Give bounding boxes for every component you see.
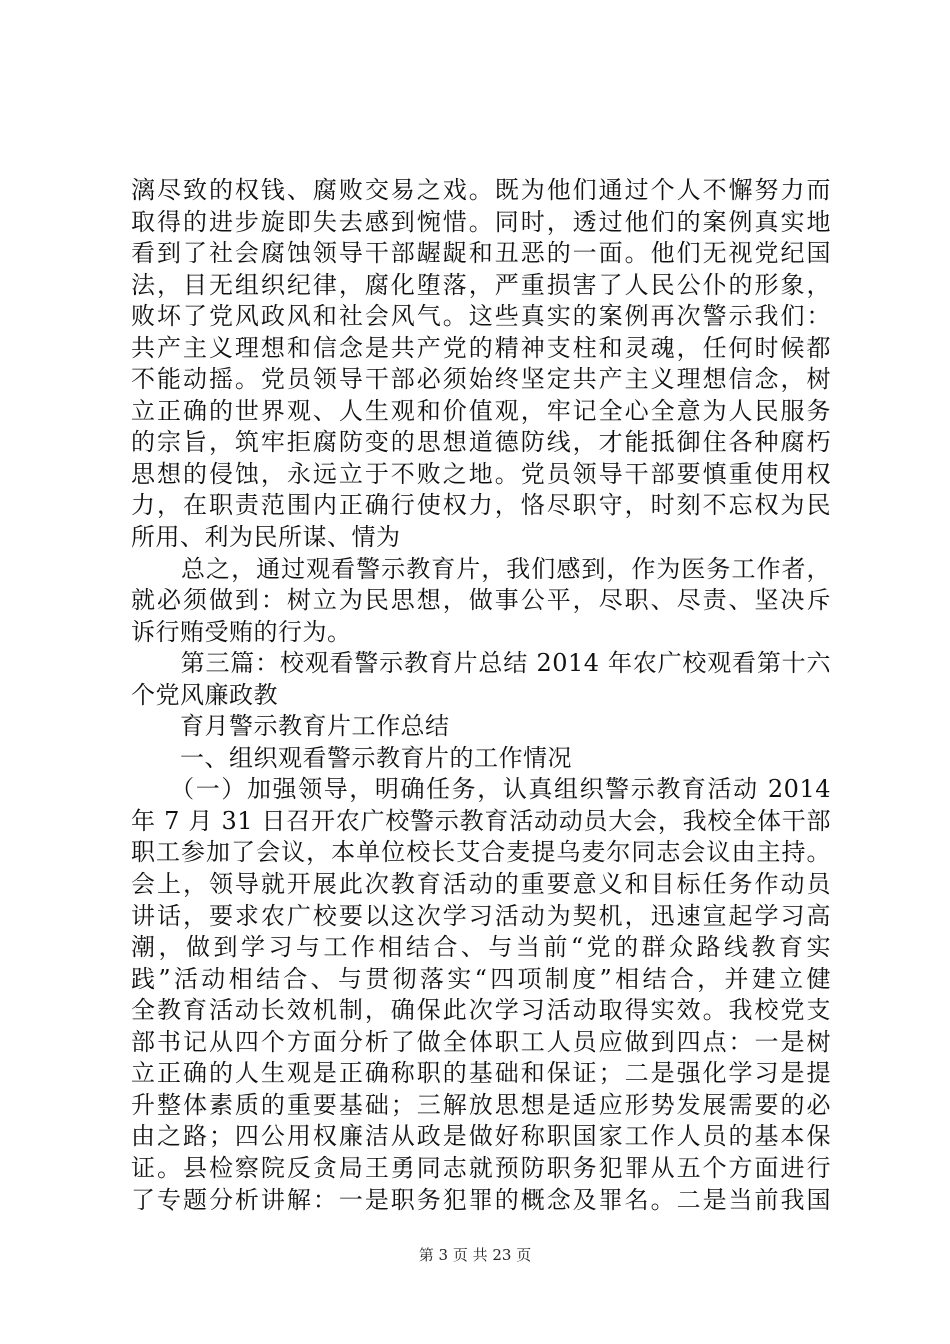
text-line: 了专题分析讲解：一是职务犯罪的概念及罪名。二是当前我国 xyxy=(131,1185,831,1214)
text-line: 由之路；四公用权廉洁从政是做好称职国家工作人员的基本保 xyxy=(131,1122,831,1151)
text-line: 就必须做到：树立为民思想，做事公平，尽职、尽责、坚决斥 xyxy=(131,586,831,615)
text-line: 立正确的世界观、人生观和价值观，牢记全心全意为人民服务 xyxy=(131,396,831,425)
text-line: 部书记从四个方面分析了做全体职工人员应做到四点：一是树 xyxy=(131,1027,831,1056)
text-line: 职工参加了会议，本单位校长艾合麦提乌麦尔同志会议由主持。 xyxy=(131,838,831,867)
text-line: 一、组织观看警示教育片的工作情况 xyxy=(131,743,572,772)
text-line: 年 7 月 31 日召开农广校警示教育活动动员大会，我校全体干部 xyxy=(131,806,831,835)
text-line: 个党风廉政教 xyxy=(131,680,278,709)
text-line: 所用、利为民所谋、情为 xyxy=(131,523,401,552)
text-line: 思想的侵蚀，永远立于不败之地。党员领导干部要慎重使用权 xyxy=(131,459,831,488)
body-text xyxy=(131,175,831,1216)
text-line: 诉行贿受贿的行为。 xyxy=(131,617,352,646)
text-line: 不能动摇。党员领导干部必须始终坚定共产主义理想信念，树 xyxy=(131,365,831,394)
text-line: 会上，领导就开展此次教育活动的重要意义和目标任务作动员 xyxy=(131,870,831,899)
text-line: 漓尽致的权钱、腐败交易之戏。既为他们通过个人不懈努力而 xyxy=(131,176,831,204)
text-line: 第三篇：校观看警示教育片总结 2014 年农广校观看第十六 xyxy=(131,649,831,678)
text-line: 法，目无组织纪律，腐化堕落，严重损害了人民公仆的形象， xyxy=(131,270,831,299)
text-line: 全教育活动长效机制，确保此次学习活动取得实效。我校党支 xyxy=(131,996,831,1025)
text-line: 看到了社会腐蚀领导干部龌龊和丑恶的一面。他们无视党纪国 xyxy=(131,239,831,268)
text-line: 总之，通过观看警示教育片，我们感到，作为医务工作者， xyxy=(131,554,831,583)
text-line: 力，在职责范围内正确行使权力，恪尽职守，时刻不忘权为民 xyxy=(131,491,831,520)
text-line: 讲话，要求农广校要以这次学习活动为契机，迅速宣起学习高 xyxy=(131,901,831,930)
text-line: 的宗旨，筑牢拒腐防变的思想道德防线，才能抵御住各种腐朽 xyxy=(131,428,831,457)
text-line: 潮，做到学习与工作相结合、与当前“党的群众路线教育实 xyxy=(131,933,831,962)
text-line: 共产主义理想和信念是共产党的精神支柱和灵魂，任何时候都 xyxy=(131,333,831,362)
text-line: （一）加强领导，明确任务，认真组织警示教育活动 2014 xyxy=(131,775,831,804)
text-line: 败坏了党风政风和社会风气。这些真实的案例再次警示我们： xyxy=(131,302,831,331)
page-footer: 第 3 页 共 23 页 xyxy=(418,1246,532,1264)
text-line: 立正确的人生观是正确称职的基础和保证；二是强化学习是提 xyxy=(131,1059,831,1088)
text-line: 取得的进步旋即失去感到惋惜。同时，透过他们的案例真实地 xyxy=(131,207,831,236)
text-line: 育月警示教育片工作总结 xyxy=(131,712,450,741)
text-line: 升整体素质的重要基础；三解放思想是适应形势发展需要的必 xyxy=(131,1090,831,1119)
text-line: 践”活动相结合、与贯彻落实“四项制度”相结合，并建立健 xyxy=(131,964,831,993)
text-line: 证。县检察院反贪局王勇同志就预防职务犯罪从五个方面进行 xyxy=(131,1153,831,1182)
